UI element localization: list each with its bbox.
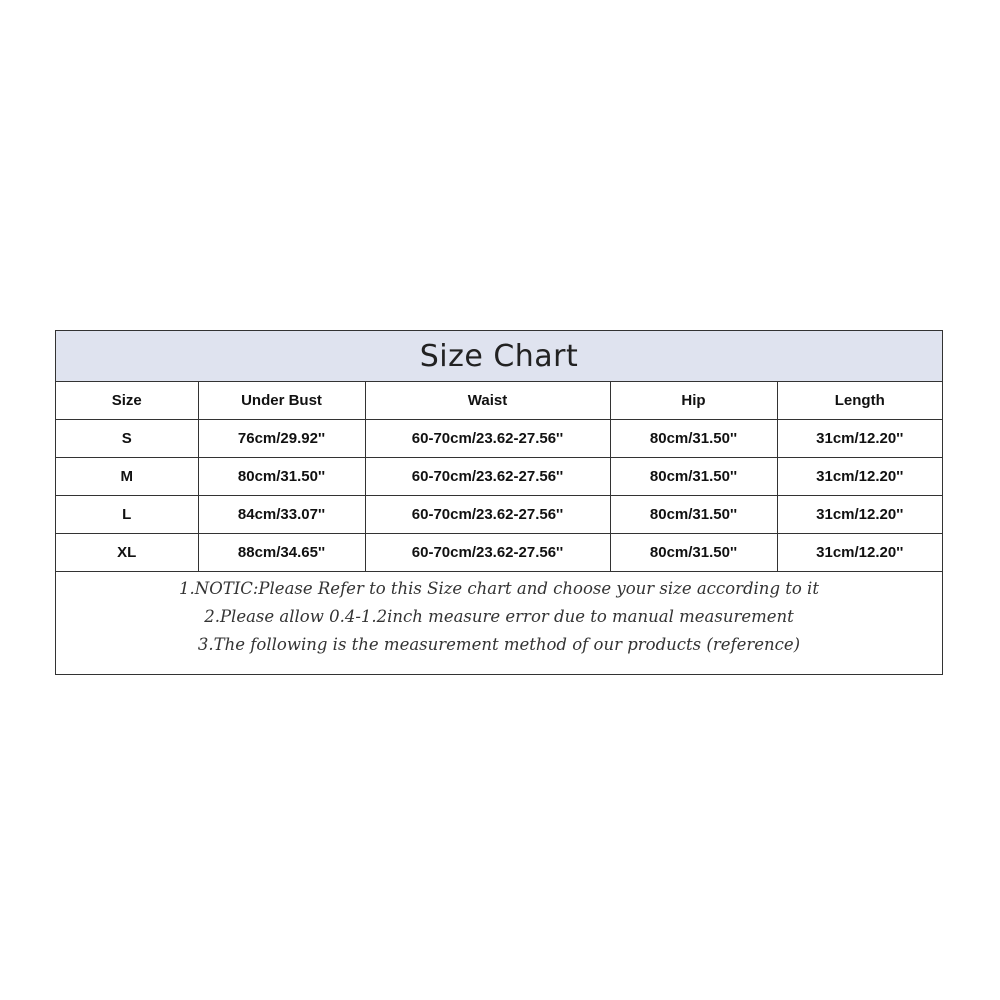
table-row	[56, 420, 942, 458]
size-cell: M	[56, 458, 198, 496]
column-header-hip: Hip	[610, 382, 777, 420]
table-row	[56, 458, 942, 496]
size-table	[56, 382, 942, 572]
column-header-waist: Waist	[365, 382, 610, 420]
waist-cell: 60-70cm/23.62-27.56''	[365, 458, 610, 496]
column-header-size: Size	[56, 382, 198, 420]
size-chart-title: Size Chart	[419, 338, 579, 374]
size-chart-notes	[56, 572, 942, 674]
waist-cell: 60-70cm/23.62-27.56''	[365, 496, 610, 534]
under-bust-cell: 88cm/34.65''	[198, 534, 365, 572]
under-bust-cell: 84cm/33.07''	[198, 496, 365, 534]
note-line: 2.Please allow 0.4-1.2inch measure error due to manual measurement	[204, 607, 794, 626]
hip-cell: 80cm/31.50''	[610, 534, 777, 572]
hip-cell: 80cm/31.50''	[610, 458, 777, 496]
hip-cell: 80cm/31.50''	[610, 420, 777, 458]
length-cell: 31cm/12.20''	[777, 458, 942, 496]
length-cell: 31cm/12.20''	[777, 420, 942, 458]
size-cell: XL	[56, 534, 198, 572]
note-line: 3.The following is the measurement method of our products (reference)	[197, 635, 801, 654]
length-cell: 31cm/12.20''	[777, 534, 942, 572]
column-header-length: Length	[777, 382, 942, 420]
size-cell: S	[56, 420, 198, 458]
hip-cell: 80cm/31.50''	[610, 496, 777, 534]
note-line: 1.NOTIC:Please Refer to this Size chart and choose your size according to it	[179, 579, 819, 598]
under-bust-cell: 80cm/31.50''	[198, 458, 365, 496]
table-header-row	[56, 382, 942, 420]
length-cell: 31cm/12.20''	[777, 496, 942, 534]
under-bust-cell: 76cm/29.92''	[198, 420, 365, 458]
column-header-under-bust: Under Bust	[198, 382, 365, 420]
size-cell: L	[56, 496, 198, 534]
size-chart	[55, 330, 943, 675]
waist-cell: 60-70cm/23.62-27.56''	[365, 420, 610, 458]
table-row	[56, 534, 942, 572]
table-row	[56, 496, 942, 534]
waist-cell: 60-70cm/23.62-27.56''	[365, 534, 610, 572]
size-chart-title-bar	[56, 331, 942, 382]
